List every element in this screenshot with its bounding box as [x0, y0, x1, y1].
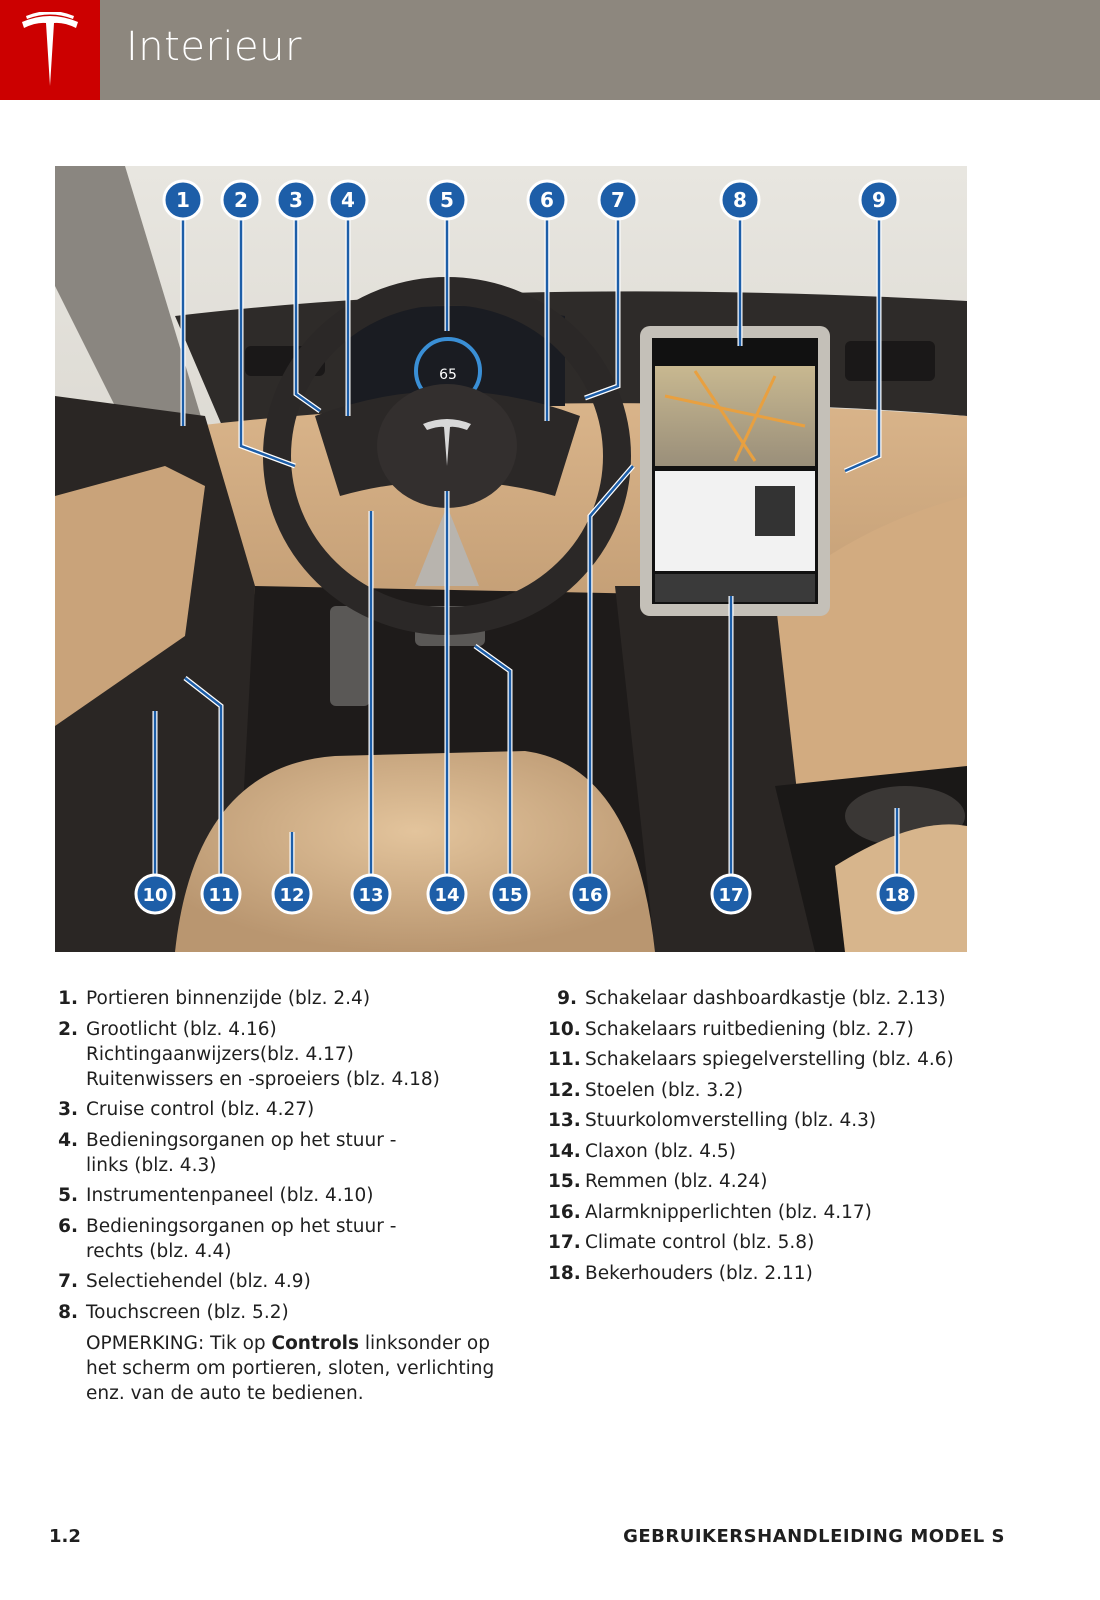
legend-text: Selectiehendel (blz. 4.9)	[86, 1271, 311, 1292]
legend-number: 16.	[548, 1201, 581, 1223]
legend-text: Ruitenwissers en -sproeiers (blz. 4.18)	[86, 1069, 440, 1090]
legend-number: 17.	[548, 1232, 581, 1253]
legend-number: 9.	[557, 988, 577, 1009]
note-paragraph: OPMERKING: Tik op Controls linksonder op het scherm om portieren, sloten, verlichting enz. van de auto te bedienen.	[86, 1333, 495, 1404]
legend-number: 5.	[58, 1185, 78, 1206]
legend-text: Stoelen (blz. 3.2)	[585, 1079, 744, 1101]
legend-item	[56, 1126, 506, 1179]
legend-text: Bedieningsorganen op het stuur -	[86, 1215, 397, 1237]
tesla-logo	[0, 0, 100, 100]
legend-number: 14.	[548, 1140, 581, 1162]
album-art	[755, 486, 795, 536]
callout-number: 8	[733, 188, 747, 212]
legend-text: Grootlicht (blz. 4.16)	[86, 1018, 277, 1040]
legend-item	[548, 1228, 998, 1259]
callout-number: 12	[279, 885, 305, 906]
callout-number: 14	[434, 885, 460, 906]
legend-number: 10.	[548, 1018, 581, 1040]
legend-number: 3.	[58, 1099, 78, 1120]
callout-number: 3	[289, 188, 303, 212]
legend-text: Richtingaanwijzers(blz. 4.17)	[86, 1044, 354, 1065]
legend-number: 18.	[548, 1262, 581, 1284]
legend-item	[56, 1095, 506, 1126]
legend-item	[548, 1045, 998, 1076]
callout-number: 15	[497, 885, 523, 906]
legend-item	[548, 1167, 998, 1198]
legend-item	[548, 1137, 998, 1168]
callout-number: 13	[358, 885, 384, 906]
legend-number: 6.	[58, 1215, 78, 1237]
legend-number: 12.	[548, 1079, 581, 1101]
page-number: 1.2	[49, 1526, 81, 1547]
legend-item	[548, 1015, 998, 1046]
callout-number: 7	[611, 188, 625, 212]
legend-item	[56, 1015, 506, 1093]
callout-number: 4	[341, 188, 355, 212]
legend-item	[56, 1267, 506, 1298]
navigation-map	[655, 366, 815, 466]
page-header	[0, 0, 1100, 100]
callout-number: 11	[208, 885, 234, 906]
page-title: Interieur	[126, 24, 302, 70]
climate-bar	[655, 574, 815, 602]
legend-item	[56, 984, 506, 1015]
legend-number: 11.	[548, 1049, 581, 1070]
legend-number: 8.	[58, 1301, 78, 1323]
legend-item	[548, 1198, 998, 1229]
callout-number: 17	[718, 885, 744, 906]
callout-number: 16	[577, 885, 603, 906]
legend-text: rechts (blz. 4.4)	[86, 1241, 232, 1262]
legend-text: Climate control (blz. 5.8)	[585, 1232, 815, 1253]
speed-readout: 65	[439, 367, 457, 383]
legend-item	[548, 1259, 998, 1290]
legend-number: 7.	[58, 1271, 78, 1292]
legend-number: 4.	[58, 1129, 78, 1151]
legend-text: Stuurkolomverstelling (blz. 4.3)	[585, 1110, 877, 1131]
accelerator-pedal	[330, 606, 370, 706]
legend-right	[548, 984, 998, 1289]
legend-item	[548, 1076, 998, 1107]
legend-text: Schakelaars spiegelverstelling (blz. 4.6)	[585, 1049, 954, 1070]
legend-item	[548, 984, 998, 1015]
callout-number: 10	[142, 885, 168, 906]
interior-illustration	[55, 166, 967, 952]
legend-left	[56, 984, 506, 1406]
legend-item	[56, 1298, 506, 1329]
callout-number: 9	[872, 188, 886, 212]
legend-number: 2.	[58, 1018, 78, 1040]
tesla-logo-icon	[18, 12, 82, 88]
legend-text: Portieren binnenzijde (blz. 2.4)	[86, 988, 371, 1009]
right-vent	[845, 341, 935, 381]
legend-number: 1.	[58, 988, 78, 1009]
legend-number: 13.	[548, 1110, 581, 1131]
legend-text: Claxon (blz. 4.5)	[585, 1140, 736, 1162]
callout-number: 2	[234, 188, 248, 212]
callout-number: 18	[884, 885, 910, 906]
legend-text: Schakelaars ruitbediening (blz. 2.7)	[585, 1018, 914, 1040]
legend-text: Schakelaar dashboardkastje (blz. 2.13)	[585, 988, 946, 1009]
legend-number: 15.	[548, 1171, 581, 1192]
footer-title: GEBRUIKERSHANDLEIDING MODEL S	[623, 1526, 1005, 1547]
legend-item	[548, 1106, 998, 1137]
legend-text: Bekerhouders (blz. 2.11)	[585, 1262, 813, 1284]
legend-text: Remmen (blz. 4.24)	[585, 1171, 768, 1192]
legend-text: Cruise control (blz. 4.27)	[86, 1099, 315, 1120]
callout-number: 5	[440, 188, 454, 212]
legend-item	[56, 1212, 506, 1265]
legend-text: Touchscreen (blz. 5.2)	[86, 1301, 289, 1323]
legend-text: links (blz. 4.3)	[86, 1155, 217, 1176]
callout-number: 1	[176, 188, 190, 212]
legend-text: Bedieningsorganen op het stuur -	[86, 1129, 397, 1151]
callout-number: 6	[540, 188, 554, 212]
legend-text: Instrumentenpaneel (blz. 4.10)	[86, 1185, 374, 1206]
legend-text: Alarmknipperlichten (blz. 4.17)	[585, 1201, 872, 1223]
legend-item	[56, 1181, 506, 1212]
